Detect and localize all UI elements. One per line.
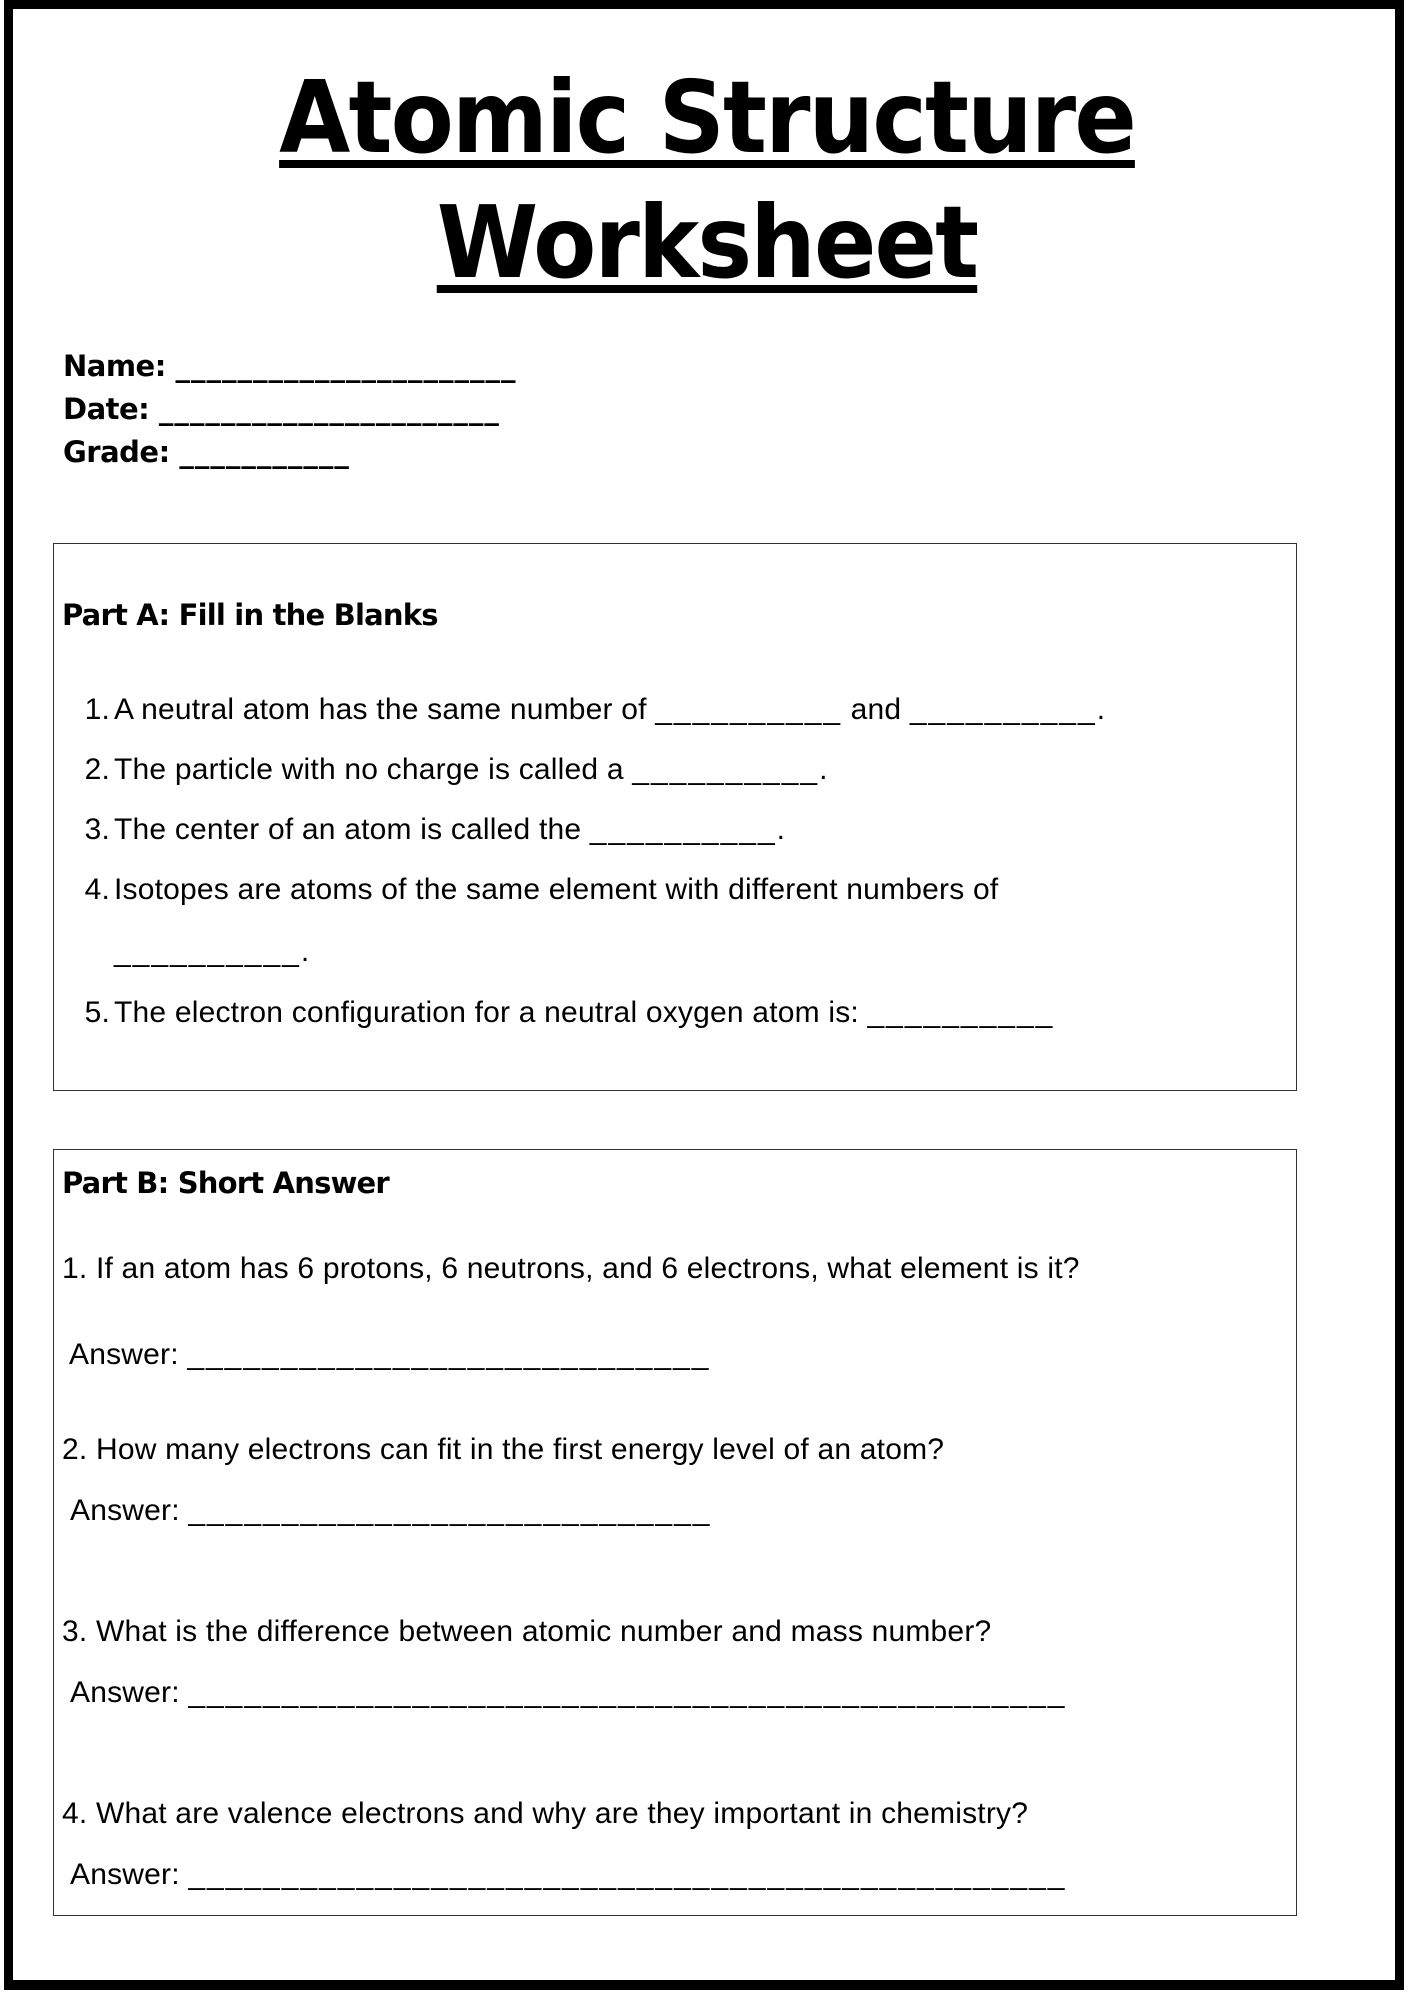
answer-field[interactable]: _______________________________________________ bbox=[188, 1858, 1067, 1891]
date-row bbox=[63, 388, 516, 431]
part-a-question-3: 3. The center of an atom is called the __________. bbox=[84, 813, 786, 846]
part-a-heading: Part A: Fill in the Blanks bbox=[62, 598, 438, 632]
blank-field[interactable]: __________ bbox=[867, 996, 1055, 1029]
part-b-answer-1: Answer: ____________________________ bbox=[69, 1338, 711, 1371]
part-a-question-4-continued: __________. bbox=[114, 935, 310, 968]
part-b-heading: Part B: Short Answer bbox=[62, 1166, 389, 1200]
title-line-1: Atomic Structure bbox=[279, 59, 1135, 176]
part-b-answer-4: Answer: _______________________________________________ bbox=[70, 1858, 1067, 1891]
part-b-answer-2: Answer: ____________________________ bbox=[70, 1494, 712, 1527]
part-a-question-2: 2. The particle with no charge is called a __________. bbox=[84, 753, 828, 786]
part-b-question-2: 2. How many electrons can fit in the first energy level of an atom? bbox=[62, 1433, 945, 1466]
answer-field[interactable]: _______________________________________________ bbox=[188, 1676, 1067, 1709]
date-label: Date: bbox=[63, 392, 150, 426]
blank-field[interactable]: __________ bbox=[589, 813, 777, 846]
name-label: Name: bbox=[63, 349, 166, 383]
blank-field[interactable]: __________ bbox=[909, 693, 1097, 726]
student-info bbox=[63, 345, 516, 474]
blank-field[interactable]: __________ bbox=[655, 693, 843, 726]
answer-field[interactable]: ____________________________ bbox=[188, 1494, 712, 1527]
name-field[interactable]: ______________________ bbox=[175, 349, 517, 383]
part-b-question-1: 1. If an atom has 6 protons, 6 neutrons, and 6 electrons, what element is it? bbox=[62, 1252, 1080, 1285]
part-a-question-1: 1. A neutral atom has the same number of __________ and __________. bbox=[84, 693, 1106, 726]
part-b-answer-3: Answer: _______________________________________________ bbox=[70, 1676, 1067, 1709]
worksheet-title bbox=[57, 55, 1358, 305]
date-field[interactable]: ______________________ bbox=[158, 392, 500, 426]
blank-field[interactable]: __________ bbox=[114, 935, 301, 968]
part-b-question-4: 4. What are valence electrons and why are they important in chemistry? bbox=[62, 1797, 1029, 1830]
part-a-question-4: 4. Isotopes are atoms of the same element with different numbers of bbox=[84, 873, 999, 906]
part-a-question-5: 5. The electron configuration for a neutral oxygen atom is: __________ bbox=[84, 996, 1055, 1029]
title-line-2: Worksheet bbox=[436, 184, 978, 301]
grade-field[interactable]: ___________ bbox=[179, 435, 350, 469]
grade-label: Grade: bbox=[63, 435, 170, 469]
name-row bbox=[63, 345, 516, 388]
part-b-question-3: 3. What is the difference between atomic number and mass number? bbox=[62, 1615, 992, 1648]
blank-field[interactable]: __________ bbox=[632, 753, 820, 786]
grade-row bbox=[63, 431, 516, 474]
answer-field[interactable]: ____________________________ bbox=[187, 1338, 711, 1371]
